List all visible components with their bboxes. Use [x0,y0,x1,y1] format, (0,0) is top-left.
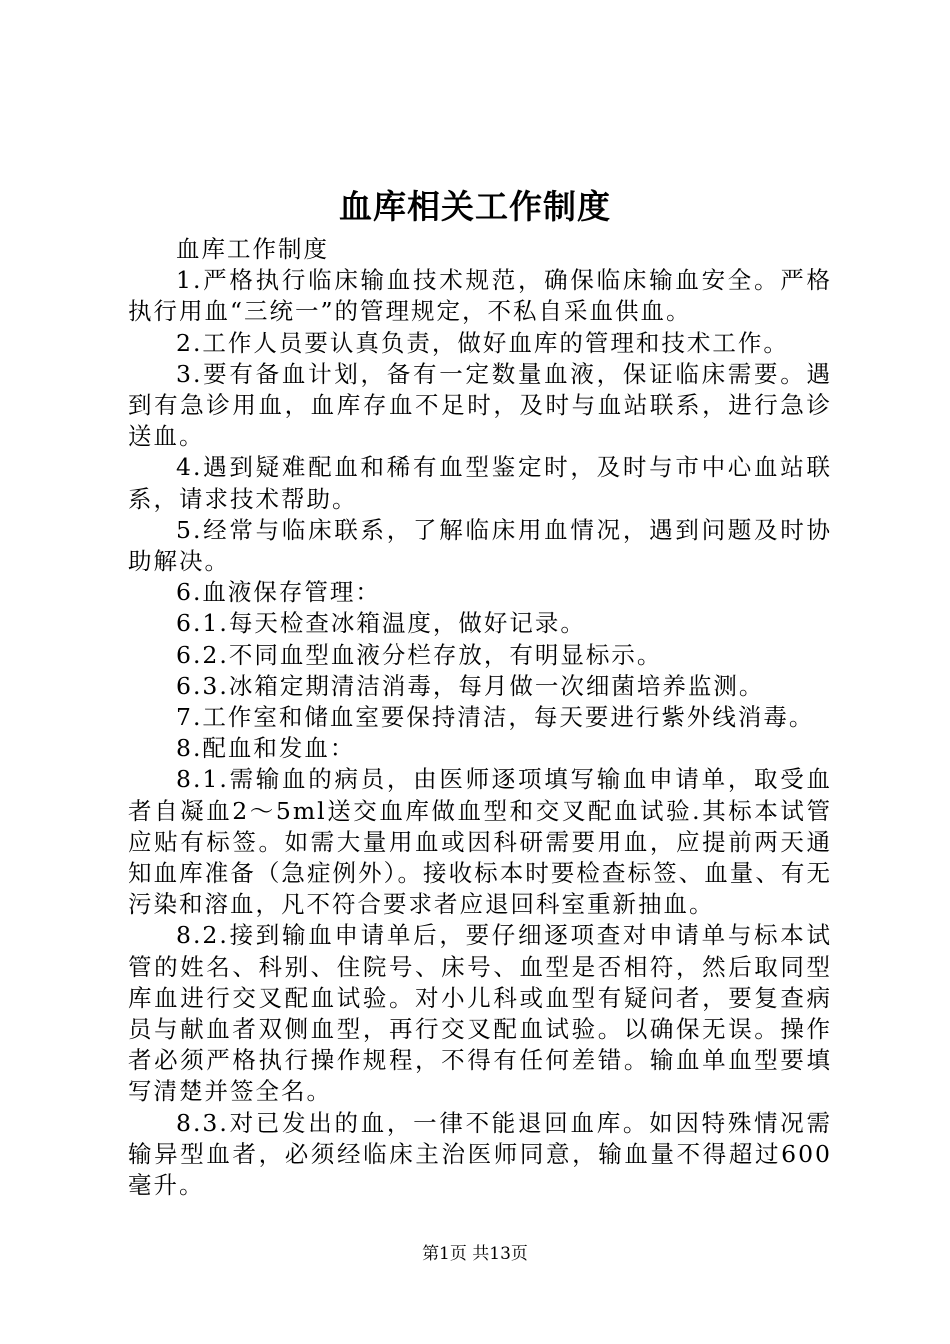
document-title: 血库相关工作制度 [339,187,611,226]
paragraph-item-5: 5.经常与临床联系，了解临床用血情况，遇到问题及时协助解决。 [128,515,832,576]
paragraph-item-2: 2.工作人员要认真负责，做好血库的管理和技术工作。 [176,328,789,357]
paragraph-item-7: 7.工作室和储血室要保持清洁，每天要进行紫外线消毒。 [176,703,815,732]
paragraph-item-6-3: 6.3.冰箱定期清洁消毒，每月做一次细菌培养监测。 [176,671,765,700]
paragraph-item-3: 3.要有备血计划，备有一定数量血液，保证临床需要。遇到有急诊用血，血库存血不足时，及时与血站联系，进行急诊送血。 [128,359,832,451]
paragraph-item-8: 8.配血和发血： [176,734,356,763]
paragraph-item-6-2: 6.2.不同血型血液分栏存放，有明显标示。 [176,640,663,669]
document-body [128,234,832,1201]
page-number-footer: 第1页 共13页 [422,1244,528,1264]
section-heading: 血库工作制度 [176,235,329,263]
paragraph-item-4: 4.遇到疑难配血和稀有血型鉴定时，及时与市中心血站联系，请求技术帮助。 [128,453,832,513]
paragraph-item-8-3: 8.3.对已发出的血，一律不能退回血库。如因特殊情况需输异型血者，必须经临床主治医师同意，输血量不得超过600毫升。 [128,1108,832,1200]
paragraph-item-8-2: 8.2.接到输血申请单后，要仔细逐项查对申请单与标本试管的姓名、科别、住院号、床号、血型是否相符，然后取同型库血进行交叉配血试验。对小儿科或血型有疑问者，要复查病员与献血者双侧血型，再行交叉配血试验。以确保无误。操作者必须严格执行操作规程，不得有任何差错。输血单血型要填写清楚并签全名。 [128,921,832,1106]
paragraph-item-6-1: 6.1.每天检查冰箱温度，做好记录。 [176,609,586,638]
paragraph-item-6: 6.血液保存管理： [176,578,381,607]
paragraph-item-8-1: 8.1.需输血的病员，由医师逐项填写输血申请单，取受血者自凝血2～5ml送交血库做血型和交叉配血试验.其标本试管应贴有标签。如需大量用血或因科研需要用血，应提前两天通知血库准备（急症例外）。接收标本时要检查标签、血量、有无污染和溶血，凡不符合要求者应退回科室重新抽血。 [128,765,832,919]
paragraph-item-1: 1.严格执行临床输血技术规范，确保临床输血安全。严格执行用血“三统一”的管理规定，不私自采血供血。 [128,266,832,326]
